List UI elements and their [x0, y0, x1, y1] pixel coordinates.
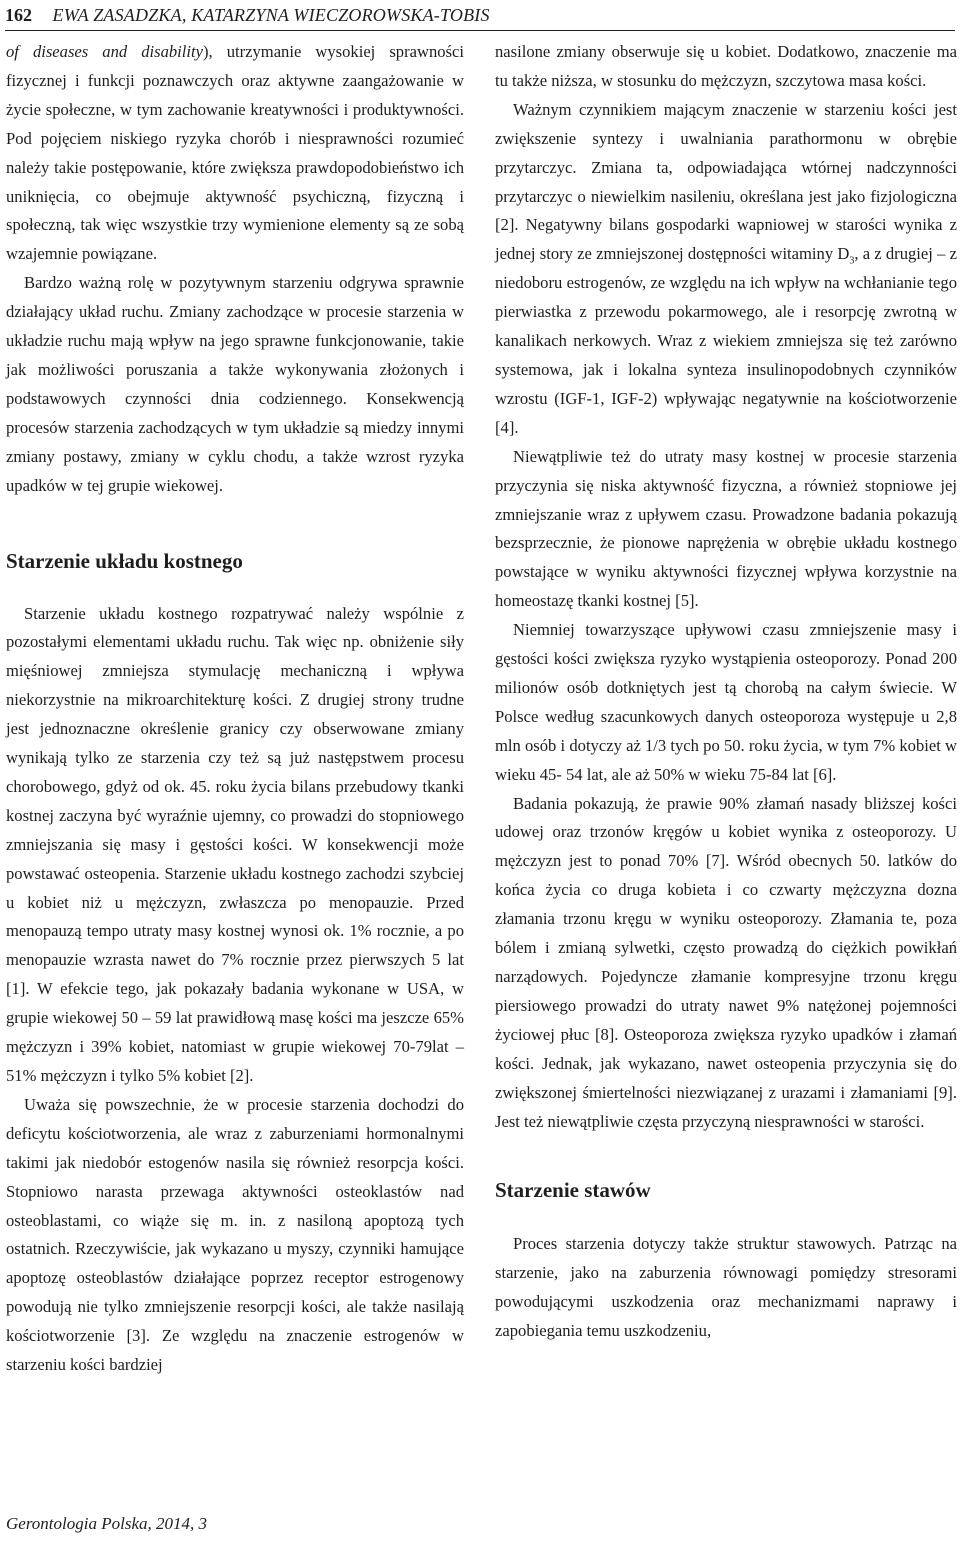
section-heading-bone: Starzenie układu kostnego: [6, 548, 243, 573]
running-head: EWA ZASADZKA, KATARZYNA WIECZOROWSKA-TOBIS: [52, 5, 490, 25]
journal-footer: Gerontologia Polska, 2014, 3: [6, 1514, 207, 1533]
right-paragraph-1: nasilone zmiany obserwuje się u kobiet. Dodatkowo, znaczenie ma tu także niższa, w stosunku do mężczyzn, szczytowa masa kości.: [495, 42, 957, 90]
left-paragraph-1: [6, 38, 464, 269]
page-number: 162: [5, 5, 32, 25]
right-paragraph-2-rest: , a z drugiej – z niedoboru estrogenów, ze względu na ich wpływ na wchłanianie tego pierwiastka z przewodu pokarmowego, ale i resorpcję zwrotną w kanalikach nerkowych. Wraz z wiekiem zmniejsza się też zarówno systemowa, jak i lokalna synteza insulinopodobnych czynników wzrostu (IGF-1, IGF-2) wpływając negatywnie na kościotworzenie [4].: [495, 244, 957, 437]
right-paragraph-5: Badania pokazują, że prawie 90% złamań nasady bliższej kości udowej oraz trzonów kręgów u kobiet wynika z osteoporozy. U mężczyzn jest to ponad 70% [7]. Wśród obecnych 50. latków do końca życia co druga kobieta i co czwarty mężczyzna dozna złamania trzonu kręgu w wyniku osteoporozy. Złamania te, poza bólem i zmianą sylwetki, często prowadzą do ciężkich powikłań narządowych. Pojedyncze złamanie kompresyjne trzonu kręgu piersiowego prowadzi do utraty nawet 9% natężonej pojemności życiowej płuc [8]. Osteoporoza zwiększa ryzyko upadków i złamań kości. Jednak, jak wykazano, nawet osteopenia przyczynia się do zwiększonej śmiertelności niezwiązanej z urazami i złamaniami [9]. Jest też niewątpliwie częsta przyczyną niesprawności w starości.: [495, 793, 957, 1131]
right-paragraph-3: Niewątpliwie też do utraty masy kostnej w procesie starzenia przyczynia się niska aktywność fizyczna, a również stopniowe jej zmniejszanie wraz z upływem czasu. Prowadzone badania pokazują bezsprzecznie, że pionowe naprężenia w obrębie układu kostnego powstające w wyniku aktywności fizycznej wpływa korzystnie na homeostazę tkanki kostnej [5].: [495, 446, 957, 611]
vitamin-subscript: 3: [849, 255, 855, 267]
left-paragraph-1-text: ), utrzymanie wysokiej sprawności fizycznej i funkcji poznawczych oraz aktywne zaangażowanie w życie społeczne, w tym zachowanie kreatywności i produktywności. Pod pojęciem niskiego ryzyka chorób i niesprawności rozumieć należy takie postępowanie, które zwiększa prawdopodobieństwo ich uniknięcia, co obejmuje aktywność psychiczną, fizyczną i społeczną, tak więc wszystkie trzy wymienione elementy są ze sobą wzajemnie powiązane.: [6, 42, 464, 264]
right-paragraph-4: Niemniej towarzyszące upływowi czasu zmniejszenie masy i gęstości kości zwiększa ryzyko wystąpienia osteoporozy. Ponad 200 milionów osób dotkniętych jest tą chorobą na całym świecie. W Polsce według szacunkowych danych osteoporoza występuje u 2,8 mln osób i dotyczy aż 1/3 tych po 50. roku życia, w tym 7% kobiet w wieku 45- 54 lat, ale aż 50% w wieku 75-84 lat [6].: [495, 620, 957, 784]
section-heading-joints: Starzenie stawów: [495, 1178, 651, 1203]
right-paragraph-2-text: Ważnym czynnikiem mającym znaczenie w starzeniu kości jest zwiększenie syntezy i uwalniania parathormonu w obrębie przytarczyc. Zmiana ta, odpowiadająca wtórnej nadczynności przytarczyc o niewielkim nasileniu, określana jest jako fizjologiczna [2]. Negatywny bilans gospodarki wapniowej w starości wynika z jednej story ze zmniejszonej dostępności witaminy D: [495, 99, 957, 264]
left-paragraph-1-italic: of diseases and disability: [6, 42, 203, 61]
left-paragraph-2: Bardzo ważną rolę w pozytywnym starzeniu odgrywa sprawnie działający układ ruchu. Zmiany zachodzące w procesie starzenia w układzie ruchu mają wpływ na jego sprawne funkcjonowanie, takie jak możliwości poruszania a także wykonywania złożonych i podstawowych czynności dnia codziennego. Konsekwencją procesów starzenia zachodzących w tym układzie są miedzy innymi zmiany postawy, zmiany w cyklu chodu, a także wzrost ryzyka upadków w tej grupie wiekowej.: [6, 273, 464, 495]
left-column: [6, 38, 464, 1380]
left-paragraph-3: Starzenie układu kostnego rozpatrywać należy wspólnie z pozostałymi elementami układu ruchu. Tak więc np. obniżenie siły mięśniowej zmniejsza stymulację mechaniczną i wpływa niekorzystnie na mikroarchitekturę kości. Z drugiej strony trudne jest jednoznaczne określenie granicy czy obserwowane zmiany wynikają tylko ze starzenia czy też są już następstwem procesu chorobowego, gdyż od ok. 45. roku życia bilans przebudowy tkanki kostnej zaczyna być wyraźnie ujemny, co prowadzi do stopniowego zmniejszania się masy i gęstości kości. W konsekwencji może powstawać osteopenia. Starzenie układu kostnego zachodzi szybciej u kobiet niż u mężczyzn, zwłaszcza po menopauzie. Przed menopauzą tempo utraty masy kostnej wynosi ok. 1% rocznie, a po menopauzie wzrasta nawet do 7% rocznie przez pierwszych 5 lat [1]. W efekcie tego, jak pokazały badania wykonane w USA, w grupie wiekowej 50 – 59 lat prawidłową masę kości ma jeszcze 65% mężczyzn i 39% kobiet, natomiast w grupie wiekowej 70-79lat – 51% mężczyzn i tylko 5% kobiet [2].: [6, 603, 464, 1085]
page-header: [5, 2, 955, 31]
right-paragraph-2: [495, 96, 957, 443]
left-paragraph-4: Uważa się powszechnie, że w procesie starzenia dochodzi do deficytu kościotworzenia, ale wraz z zaburzeniami hormonalnymi takimi jak niedobór estogenów nasila się również resorpcja kości. Stopniowo narasta przewaga aktywności osteoklastów nad osteoblastami, co wiąże się m. in. z nasiloną apoptozą tych ostatnich. Rzeczywiście, jak wykazano u myszy, czynniki hamujące apoptozę osteoblastów działające poprzez receptor estrogenowy powodują nie tylko zmniejszenie resorpcji kości, ale także nasilają kościotworzenie [3]. Ze względu na znaczenie estrogenów w starzeniu kości bardziej: [6, 1094, 464, 1375]
right-column: [495, 38, 957, 1346]
right-paragraph-6: Proces starzenia dotyczy także struktur stawowych. Patrząc na starzenie, jako na zaburzenia równowagi pomiędzy stresorami powodującymi uszkodzenia oraz mechanizmami naprawy i zapobiegania temu uszkodzeniu,: [495, 1234, 957, 1341]
